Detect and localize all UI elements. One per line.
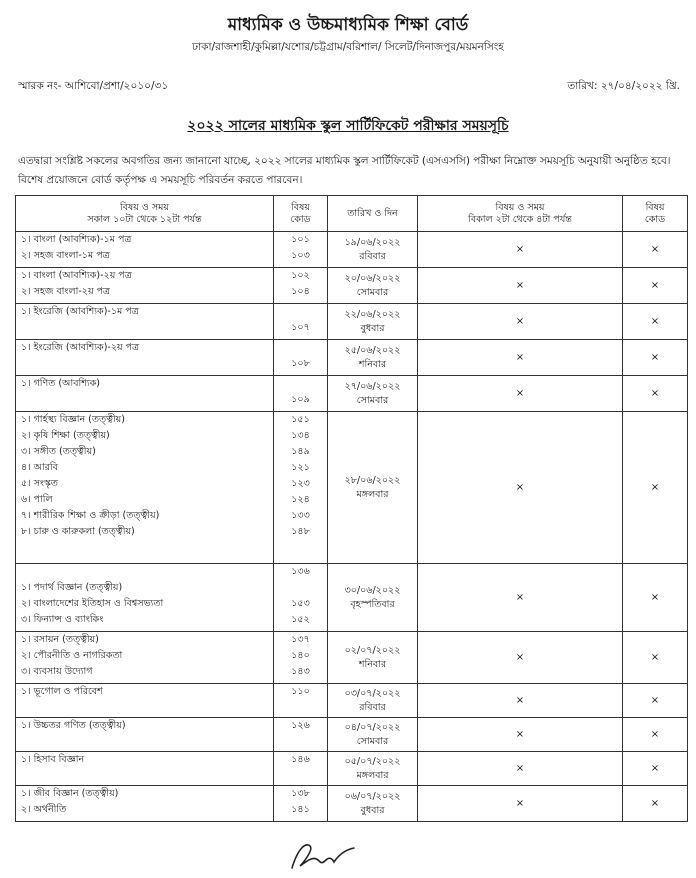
header-afternoon-subject bbox=[418, 196, 623, 232]
subject-code: ১০৭ bbox=[291, 322, 310, 333]
board-cities: ঢাকা/রাজশাহী/কুমিল্লা/যশোর/চট্টগ্রাম/বরিশাল/ সিলেট/দিনাজপুর/ময়মনসিংহ bbox=[192, 41, 504, 53]
subject-code: ১৩৪ bbox=[291, 430, 310, 441]
afternoon-code-cell: × bbox=[623, 412, 688, 564]
afternoon-subject-cell: × bbox=[418, 340, 623, 376]
exam-date: ২৫/০৬/২০২২ bbox=[344, 344, 401, 356]
schedule-row bbox=[16, 632, 688, 684]
subject-code: ১৫৩ bbox=[291, 598, 310, 609]
subject-name: ২। বাংলাদেশের ইতিহাস ও বিশ্বসভ্যতা bbox=[21, 598, 164, 609]
exam-day: সোমবার bbox=[356, 394, 389, 406]
subject-name: ২। কৃষি শিক্ষা (তত্ত্বীয়) bbox=[21, 430, 110, 441]
subject-name bbox=[16, 392, 273, 408]
subject-code-cell bbox=[274, 718, 328, 752]
afternoon-subject-cell: × bbox=[418, 752, 623, 786]
afternoon-code-cell: × bbox=[623, 376, 688, 412]
afternoon-subject-cell: × bbox=[418, 786, 623, 822]
header-code-line2: কোড bbox=[290, 213, 311, 225]
afternoon-code-cell: × bbox=[623, 684, 688, 718]
header-subject-code bbox=[274, 196, 328, 232]
subject-name: ২। পৌরনীতি ও নাগরিকতা bbox=[21, 650, 123, 661]
schedule-row bbox=[16, 376, 688, 412]
subject-name: ১। জীব বিজ্ঞান (তত্ত্বীয়) bbox=[21, 788, 119, 799]
subject-code-cell bbox=[274, 632, 328, 684]
subject-name: ৫। সংস্কৃত bbox=[21, 478, 58, 489]
subject-code bbox=[274, 304, 327, 320]
exam-date: ০৪/০৭/২০২২ bbox=[344, 721, 401, 733]
subject-code-cell bbox=[274, 752, 328, 786]
subject-name: ১। ইংরেজি (আবশ্যিক)-২য় পত্র bbox=[21, 342, 140, 353]
exam-day: বুধবার bbox=[360, 804, 385, 816]
subject-name bbox=[16, 564, 273, 580]
subject-cell bbox=[16, 340, 274, 376]
afternoon-code-cell: × bbox=[623, 304, 688, 340]
afternoon-subject-cell: × bbox=[418, 684, 623, 718]
subject-code-cell bbox=[274, 340, 328, 376]
subject-code: ১৩৮ bbox=[291, 788, 310, 799]
subject-cell bbox=[16, 752, 274, 786]
schedule-row bbox=[16, 564, 688, 632]
subject-code bbox=[274, 734, 327, 750]
schedule-row bbox=[16, 340, 688, 376]
exam-date: ০৫/০৭/২০২২ bbox=[344, 755, 401, 767]
date-day-cell bbox=[328, 376, 418, 412]
date-day-cell bbox=[328, 232, 418, 268]
afternoon-subject-cell: × bbox=[418, 304, 623, 340]
subject-code bbox=[274, 768, 327, 784]
exam-date: ২৭/০৬/২০২২ bbox=[344, 380, 401, 392]
subject-name: ৩। সঙ্গীত (তত্ত্বীয়) bbox=[21, 446, 96, 457]
signature bbox=[288, 838, 358, 874]
header-date-day-label: তারিখ ও দিন bbox=[347, 207, 398, 219]
issue-date: তারিখ: ২৭/০৪/২০২২ খ্রি. bbox=[567, 80, 680, 92]
subject-code: ১৪৮ bbox=[291, 526, 310, 537]
date-day-cell bbox=[328, 340, 418, 376]
date-day-cell bbox=[328, 752, 418, 786]
afternoon-subject-cell: × bbox=[418, 232, 623, 268]
exam-schedule-table bbox=[15, 195, 688, 822]
memo-number: স্মারক নং- আশিবো/প্রশা/২০১০/৩১ bbox=[18, 80, 169, 92]
exam-date: ৩০/০৬/২০২২ bbox=[344, 584, 401, 596]
subject-name: ৬। পালি bbox=[21, 494, 53, 505]
subject-name: ১। গণিত (আবশ্যিক) bbox=[21, 378, 100, 389]
date-day-cell bbox=[328, 632, 418, 684]
schedule-row bbox=[16, 718, 688, 752]
header-code-line1: বিষয় bbox=[291, 201, 310, 213]
subject-cell bbox=[16, 268, 274, 304]
header-afternoon-time-label: বিকাল ২টা থেকে ৪টা পর্যন্ত bbox=[468, 213, 572, 225]
subject-cell bbox=[16, 786, 274, 822]
subject-name: ৩। ব্যবসায় উদ্যোগ bbox=[21, 666, 93, 677]
subject-code: ১৪০ bbox=[291, 650, 310, 661]
subject-name bbox=[16, 768, 273, 784]
subject-code-cell bbox=[274, 684, 328, 718]
schedule-row bbox=[16, 232, 688, 268]
subject-code: ১২৪ bbox=[291, 494, 310, 505]
subject-name: ২। সহজ বাংলা-২য় পত্র bbox=[21, 286, 110, 297]
afternoon-code-cell: × bbox=[623, 786, 688, 822]
subject-code: ১৩৩ bbox=[291, 510, 310, 521]
header-date-day bbox=[328, 196, 418, 232]
exam-day: মঙ্গলবার bbox=[356, 488, 389, 500]
table-header-row bbox=[16, 196, 688, 232]
exam-date: ০৩/০৭/২০২২ bbox=[344, 687, 401, 699]
subject-cell bbox=[16, 412, 274, 564]
subject-code: ১৪৩ bbox=[291, 666, 310, 677]
schedule-row bbox=[16, 684, 688, 718]
exam-day: সোমবার bbox=[356, 286, 389, 298]
subject-name: ১। রসায়ন (তত্ত্বীয়) bbox=[21, 634, 99, 645]
afternoon-subject-cell: × bbox=[418, 718, 623, 752]
subject-code bbox=[274, 700, 327, 716]
subject-code bbox=[274, 376, 327, 392]
afternoon-subject-cell: × bbox=[418, 376, 623, 412]
afternoon-code-cell: × bbox=[623, 718, 688, 752]
subject-code: ১৫১ bbox=[291, 414, 310, 425]
subject-cell bbox=[16, 376, 274, 412]
subject-name: ১। ভূগোল ও পরিবেশ bbox=[21, 686, 103, 697]
subject-code: ১২৩ bbox=[291, 478, 310, 489]
header-morning-time-label: সকাল ১০টা থেকে ১২টা পর্যন্ত bbox=[87, 213, 202, 225]
subject-code-cell bbox=[274, 786, 328, 822]
afternoon-subject-cell: × bbox=[418, 632, 623, 684]
exam-day: শনিবার bbox=[358, 658, 387, 670]
date-day-cell bbox=[328, 268, 418, 304]
subject-code-cell bbox=[274, 412, 328, 564]
subject-name: ৮। চারু ও কারুকলা (তত্ত্বীয়) bbox=[21, 526, 135, 537]
subject-code: ১০৯ bbox=[291, 394, 310, 405]
subject-cell bbox=[16, 632, 274, 684]
exam-day: রবিবার bbox=[359, 250, 386, 262]
subject-name: ১। বাংলা (আবশ্যিক)-২য় পত্র bbox=[21, 270, 132, 281]
exam-date: ০৬/০৭/২০২২ bbox=[344, 790, 401, 802]
date-day-cell bbox=[328, 412, 418, 564]
subject-code: ১৩৭ bbox=[291, 634, 310, 645]
board-name: মাধ্যমিক ও উচ্চমাধ্যমিক শিক্ষা বোর্ড bbox=[227, 15, 469, 35]
exam-date: ২৮/০৬/২০২২ bbox=[344, 474, 401, 486]
exam-day: রবিবার bbox=[359, 701, 386, 713]
subject-code-cell bbox=[274, 232, 328, 268]
date-day-cell bbox=[328, 786, 418, 822]
exam-date: ০২/০৭/২০২২ bbox=[344, 644, 401, 656]
subject-name: ১। হিসাব বিজ্ঞান bbox=[21, 754, 85, 765]
exam-date: ২০/০৬/২০২২ bbox=[344, 272, 401, 284]
header-morning-subject bbox=[16, 196, 274, 232]
subject-code-cell bbox=[274, 376, 328, 412]
afternoon-subject-cell: × bbox=[418, 268, 623, 304]
schedule-row bbox=[16, 304, 688, 340]
intro-paragraph: এতদ্বারা সংশ্লিষ্ট সকলের অবগতির জন্য জানানো যাচ্ছে, ২০২২ সালের মাধ্যমিক স্কুল সার্টিফিকেট (এসএসসি) পরীক্ষা নিম্নোক্ত সময়সূচি অনুযায়ী অনুষ্ঠিত হবে। বিশেষ প্রয়োজনে বোর্ড কর্তৃপক্ষ এ সময়সূচি পরিবর্তন করতে পারবেন। bbox=[18, 155, 671, 186]
afternoon-code-cell: × bbox=[623, 632, 688, 684]
subject-cell bbox=[16, 232, 274, 268]
subject-cell bbox=[16, 304, 274, 340]
schedule-row bbox=[16, 752, 688, 786]
subject-code: ১০৮ bbox=[291, 358, 310, 369]
exam-date: ২২/০৬/২০২২ bbox=[344, 308, 401, 320]
subject-code-cell bbox=[274, 304, 328, 340]
subject-code: ১৪৬ bbox=[291, 754, 310, 765]
afternoon-subject-cell: × bbox=[418, 564, 623, 632]
header-code2-line1: বিষয় bbox=[645, 201, 665, 213]
subject-cell bbox=[16, 718, 274, 752]
header-subject-code-2 bbox=[623, 196, 688, 232]
afternoon-subject-cell: × bbox=[418, 412, 623, 564]
subject-code: ১৪১ bbox=[291, 804, 310, 815]
afternoon-code-cell: × bbox=[623, 232, 688, 268]
date-day-cell bbox=[328, 718, 418, 752]
exam-day: মঙ্গলবার bbox=[356, 769, 389, 781]
exam-day: শনিবার bbox=[358, 358, 387, 370]
subject-name: ৩। ফিন্যান্স ও ব্যাংকিং bbox=[21, 614, 104, 625]
subject-code: ১২৬ bbox=[291, 720, 310, 731]
subject-name: ৭। শারীরিক শিক্ষা ও ক্রীড়া (তত্ত্বীয়) bbox=[21, 510, 160, 521]
subject-code-cell bbox=[274, 564, 328, 632]
subject-name: ১। পদার্থ বিজ্ঞান (তত্ত্বীয়) bbox=[21, 582, 123, 593]
subject-cell bbox=[16, 684, 274, 718]
exam-day: বুধবার bbox=[360, 322, 385, 334]
page-title: ২০২২ সালের মাধ্যমিক স্কুল সার্টিফিকেট পরীক্ষার সময়সূচি bbox=[187, 118, 509, 134]
subject-code: ১০৩ bbox=[291, 250, 310, 261]
subject-code: ১০১ bbox=[291, 234, 310, 245]
date-day-cell bbox=[328, 684, 418, 718]
exam-day: বৃহস্পতিবার bbox=[350, 598, 395, 610]
schedule-body bbox=[16, 232, 688, 822]
header-morning-subject-label: বিষয় ও সময় bbox=[119, 201, 170, 213]
header-afternoon-subject-label: বিষয় ও সময় bbox=[495, 201, 545, 213]
subject-code bbox=[274, 340, 327, 356]
subject-name bbox=[16, 700, 273, 716]
subject-code: ১০৪ bbox=[291, 286, 310, 297]
subject-name: ২। অর্থনীতি bbox=[21, 804, 67, 815]
subject-name bbox=[16, 734, 273, 750]
subject-name: ২। সহজ বাংলা-১ম পত্র bbox=[21, 250, 110, 261]
subject-code-cell bbox=[274, 268, 328, 304]
subject-name: ১। বাংলা (আবশ্যিক)-১ম পত্র bbox=[21, 234, 132, 245]
subject-code: ১৪৯ bbox=[291, 446, 310, 457]
subject-code bbox=[274, 580, 327, 596]
schedule-row bbox=[16, 412, 688, 564]
subject-code: ১৩৬ bbox=[291, 566, 310, 577]
subject-cell bbox=[16, 564, 274, 632]
date-day-cell bbox=[328, 304, 418, 340]
afternoon-code-cell: × bbox=[623, 268, 688, 304]
schedule-row bbox=[16, 268, 688, 304]
header-code2-line2: কোড bbox=[644, 213, 666, 225]
subject-code: ১০২ bbox=[291, 270, 310, 281]
schedule-row bbox=[16, 786, 688, 822]
subject-name bbox=[16, 356, 273, 372]
afternoon-code-cell: × bbox=[623, 340, 688, 376]
afternoon-code-cell: × bbox=[623, 752, 688, 786]
subject-name bbox=[16, 320, 273, 336]
exam-day: সোমবার bbox=[356, 735, 389, 747]
exam-date: ১৯/০৬/২০২২ bbox=[344, 236, 401, 248]
date-day-cell bbox=[328, 564, 418, 632]
subject-code: ১১০ bbox=[291, 686, 310, 697]
subject-name: ৪। আরবি bbox=[21, 462, 58, 473]
subject-code: ১২১ bbox=[291, 462, 310, 473]
subject-name: ১। ইংরেজি (আবশ্যিক)-১ম পত্র bbox=[21, 306, 139, 317]
afternoon-code-cell: × bbox=[623, 564, 688, 632]
subject-name: ১। গার্হস্থ্য বিজ্ঞান (তত্ত্বীয়) bbox=[21, 414, 125, 425]
subject-code: ১৫২ bbox=[291, 614, 310, 625]
subject-name: ১। উচ্চতর গণিত (তত্ত্বীয়) bbox=[21, 720, 126, 731]
